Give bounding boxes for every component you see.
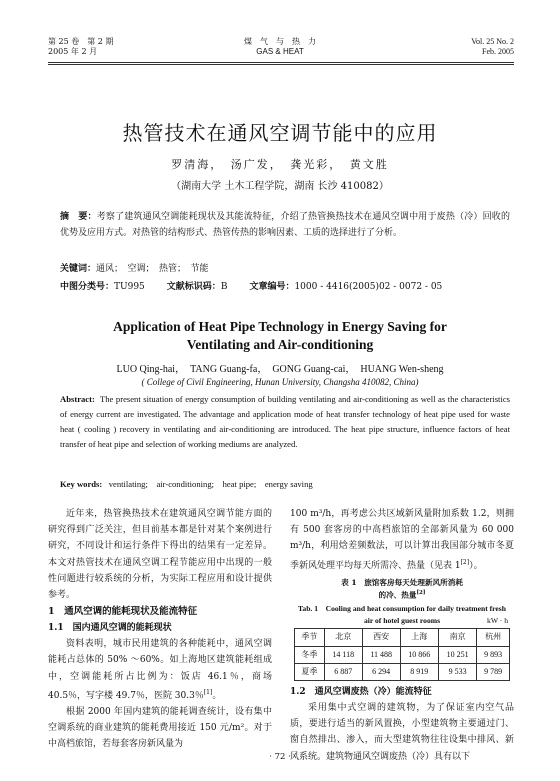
abstract-text-cn: 考察了建筑通风空调能耗现状及其能流特征，介绍了热管换热技术在通风空调中用于废热（冷）回收的优势及应用方式。对热管的结构形式、热管传热的影响因素、工质的选择进行了分析。 [60,212,510,238]
doc-code-value: B [220,282,228,292]
table-1 [294,628,510,681]
doc-code-label: 文献标识码： [166,282,221,292]
paragraph-energy-survey: 根据 2000 年国内建筑的能耗调查统计，设有集中空调系统的商业建筑的能耗费用接近 150 元/m²。对于中高档旅馆，若每套客房新风量为 [48,707,272,750]
abstract-label-cn: 摘 要： [60,212,97,222]
journal-name-cn: 煤 气 与 热 力 [244,37,316,46]
keywords-label-en: Key words: [60,479,103,489]
keywords-label-cn: 关键词： [60,264,97,274]
paragraph-waste-heat: 采用集中式空调的建筑物，为了保证室内空气品质，要进行适当的新风置换，小型建筑物主要通过门、窗自然排出、渗入，而大型建筑物往往设集中排风、新风系统。建筑物通风空调废热（冷）具有以下 [290,702,514,762]
table-header-cell: 北京 [324,629,362,646]
abstract-text-en: The present situation of energy consumption of building ventilating and air-conditioning as well as the characteristics of energy current are investigated. The advantage and application mode of heat transfer technology of heat pipe used for waste heat ( cooling ) recovery in ventilating and air-conditioning are introduced. The heat pipe structure, influence factors of heat transfer of heat pipe and selection of working mediums are analyzed. [60,394,510,449]
abstract-label-en: Abstract: [60,394,95,404]
paragraph-fresh-air: 100 m³/h，再考虑公共区域新风量附加系数 1.2，则拥有 500 套客房的中高档旅馆的全部新风量为 60 000 m³/h，利用焓差频数法，可以计算出我国部分城市冬夏季新风处理平均每天所需冷、热量（见表 1[2]）。 [290,509,514,571]
journal-date: 2005 年 2 月 [48,47,98,56]
authors: 罗清海， 汤广发， 龚光彩， 黄文胜 [171,158,389,171]
table-row [295,646,510,663]
paper-title: 热管技术在通风空调节能中的应用 [122,121,438,145]
table-cell: 9 789 [477,663,510,680]
page-number: · 72 · [269,752,291,762]
date-en: Feb. 2005 [482,47,514,56]
table-cell: 9 533 [438,663,476,680]
section-1-2-heading: 1.2 通风空调废热（冷）能流特征 [290,686,432,697]
table-cell: 11 488 [362,646,400,663]
section-1-heading: 1 通风空调的能耗现状及能流特征 [48,606,198,618]
header-right [471,37,514,57]
volume-number-en: Vol. 25 No. 2 [471,37,514,46]
table-cell: 6 887 [324,663,362,680]
table-cell: 14 118 [324,646,362,663]
table-header-cell: 南京 [438,629,476,646]
table-unit: kW · h [487,616,508,626]
english-title-line-1: Application of Heat Pipe Technology in Energy Saving for [113,319,447,334]
table-cell: 9 893 [477,646,510,663]
keywords-text-en: ventilating; air-conditioning; heat pipe; energy saving [108,479,313,489]
reference-1: [1] [203,688,213,696]
table-cell: 冬季 [295,646,325,663]
chinese-keywords [60,262,510,276]
intro-paragraph: 近年来，热管换热技术在建筑通风空调节能方面的研究得到广泛关注，但目前基本都是针对某个案例进行研究，不同设计和运行条件下得出的结果有一定差异。本文对热管技术在通风空调工程节能应用中出现的一般性问题进行较系统的分析，为实际工程应用和设计提供参考。 [48,509,272,601]
chinese-abstract [60,209,510,241]
table-header-cell: 西安 [362,629,400,646]
paragraph-energy-share: 资料表明，城市民用建筑的各种能耗中，通风空调能耗占总体的 50% ～60%。如上海地区建筑能耗组成中，空调能耗所占比例为：饭店 46.1％，商场 40.5％，写字楼 49.7％，医院 30.3％[1]。 [48,639,272,701]
section-1-1-heading: 1.1 国内通风空调的能耗现状 [48,623,172,634]
clc-value: TU995 [114,282,145,292]
english-authors: LUO Qing-hai， TANG Guang-fa， GONG Guang-cai， HUANG Wen-sheng [116,364,444,375]
table-1-caption-en: Tab. 1 Cooling and heat consumption for daily treatment fresh air of hotel guest rooms kW · h [298,604,508,626]
article-id-value: 1000 - 4416(2005)02 - 0072 - 05 [294,282,443,292]
header-rule [48,62,514,63]
classification-line [60,280,510,294]
table-header-cell: 杭州 [477,629,510,646]
article-id-label: 文章编号： [249,282,295,292]
english-keywords [60,478,510,490]
table-cell: 8 919 [400,663,438,680]
table-row [295,663,510,680]
english-title [0,318,560,354]
right-column [290,506,514,765]
table-cell: 10 251 [438,646,476,663]
affiliation: （湖南大学 土木工程学院，湖南 长沙 410082） [171,181,389,192]
table-header-cell: 季节 [295,629,325,646]
table-header-cell: 上海 [400,629,438,646]
keywords-text-cn: 通风； 空调； 热管； 节能 [96,264,209,274]
table-cell: 6 294 [362,663,400,680]
reference-2: [2] [460,558,470,566]
english-abstract [60,392,510,452]
english-title-line-2: Ventilating and Air-conditioning [186,337,374,352]
english-affiliation: ( College of Civil Engineering, Hunan University, Changsha 410082, China) [141,377,419,387]
left-column [48,506,272,753]
journal-name-en: GAS & HEAT [256,47,304,56]
journal-volume: 第 25 卷 第 2 期 [48,37,114,46]
header-rule-2 [48,64,514,65]
table-cell: 10 866 [400,646,438,663]
table-cell: 夏季 [295,663,325,680]
clc-label: 中图分类号： [60,282,115,292]
table-1-caption-cn: 表 1 旅馆客房每天处理新风所消耗 的冷、热量[2] [341,577,463,600]
table-header-row [295,629,510,646]
